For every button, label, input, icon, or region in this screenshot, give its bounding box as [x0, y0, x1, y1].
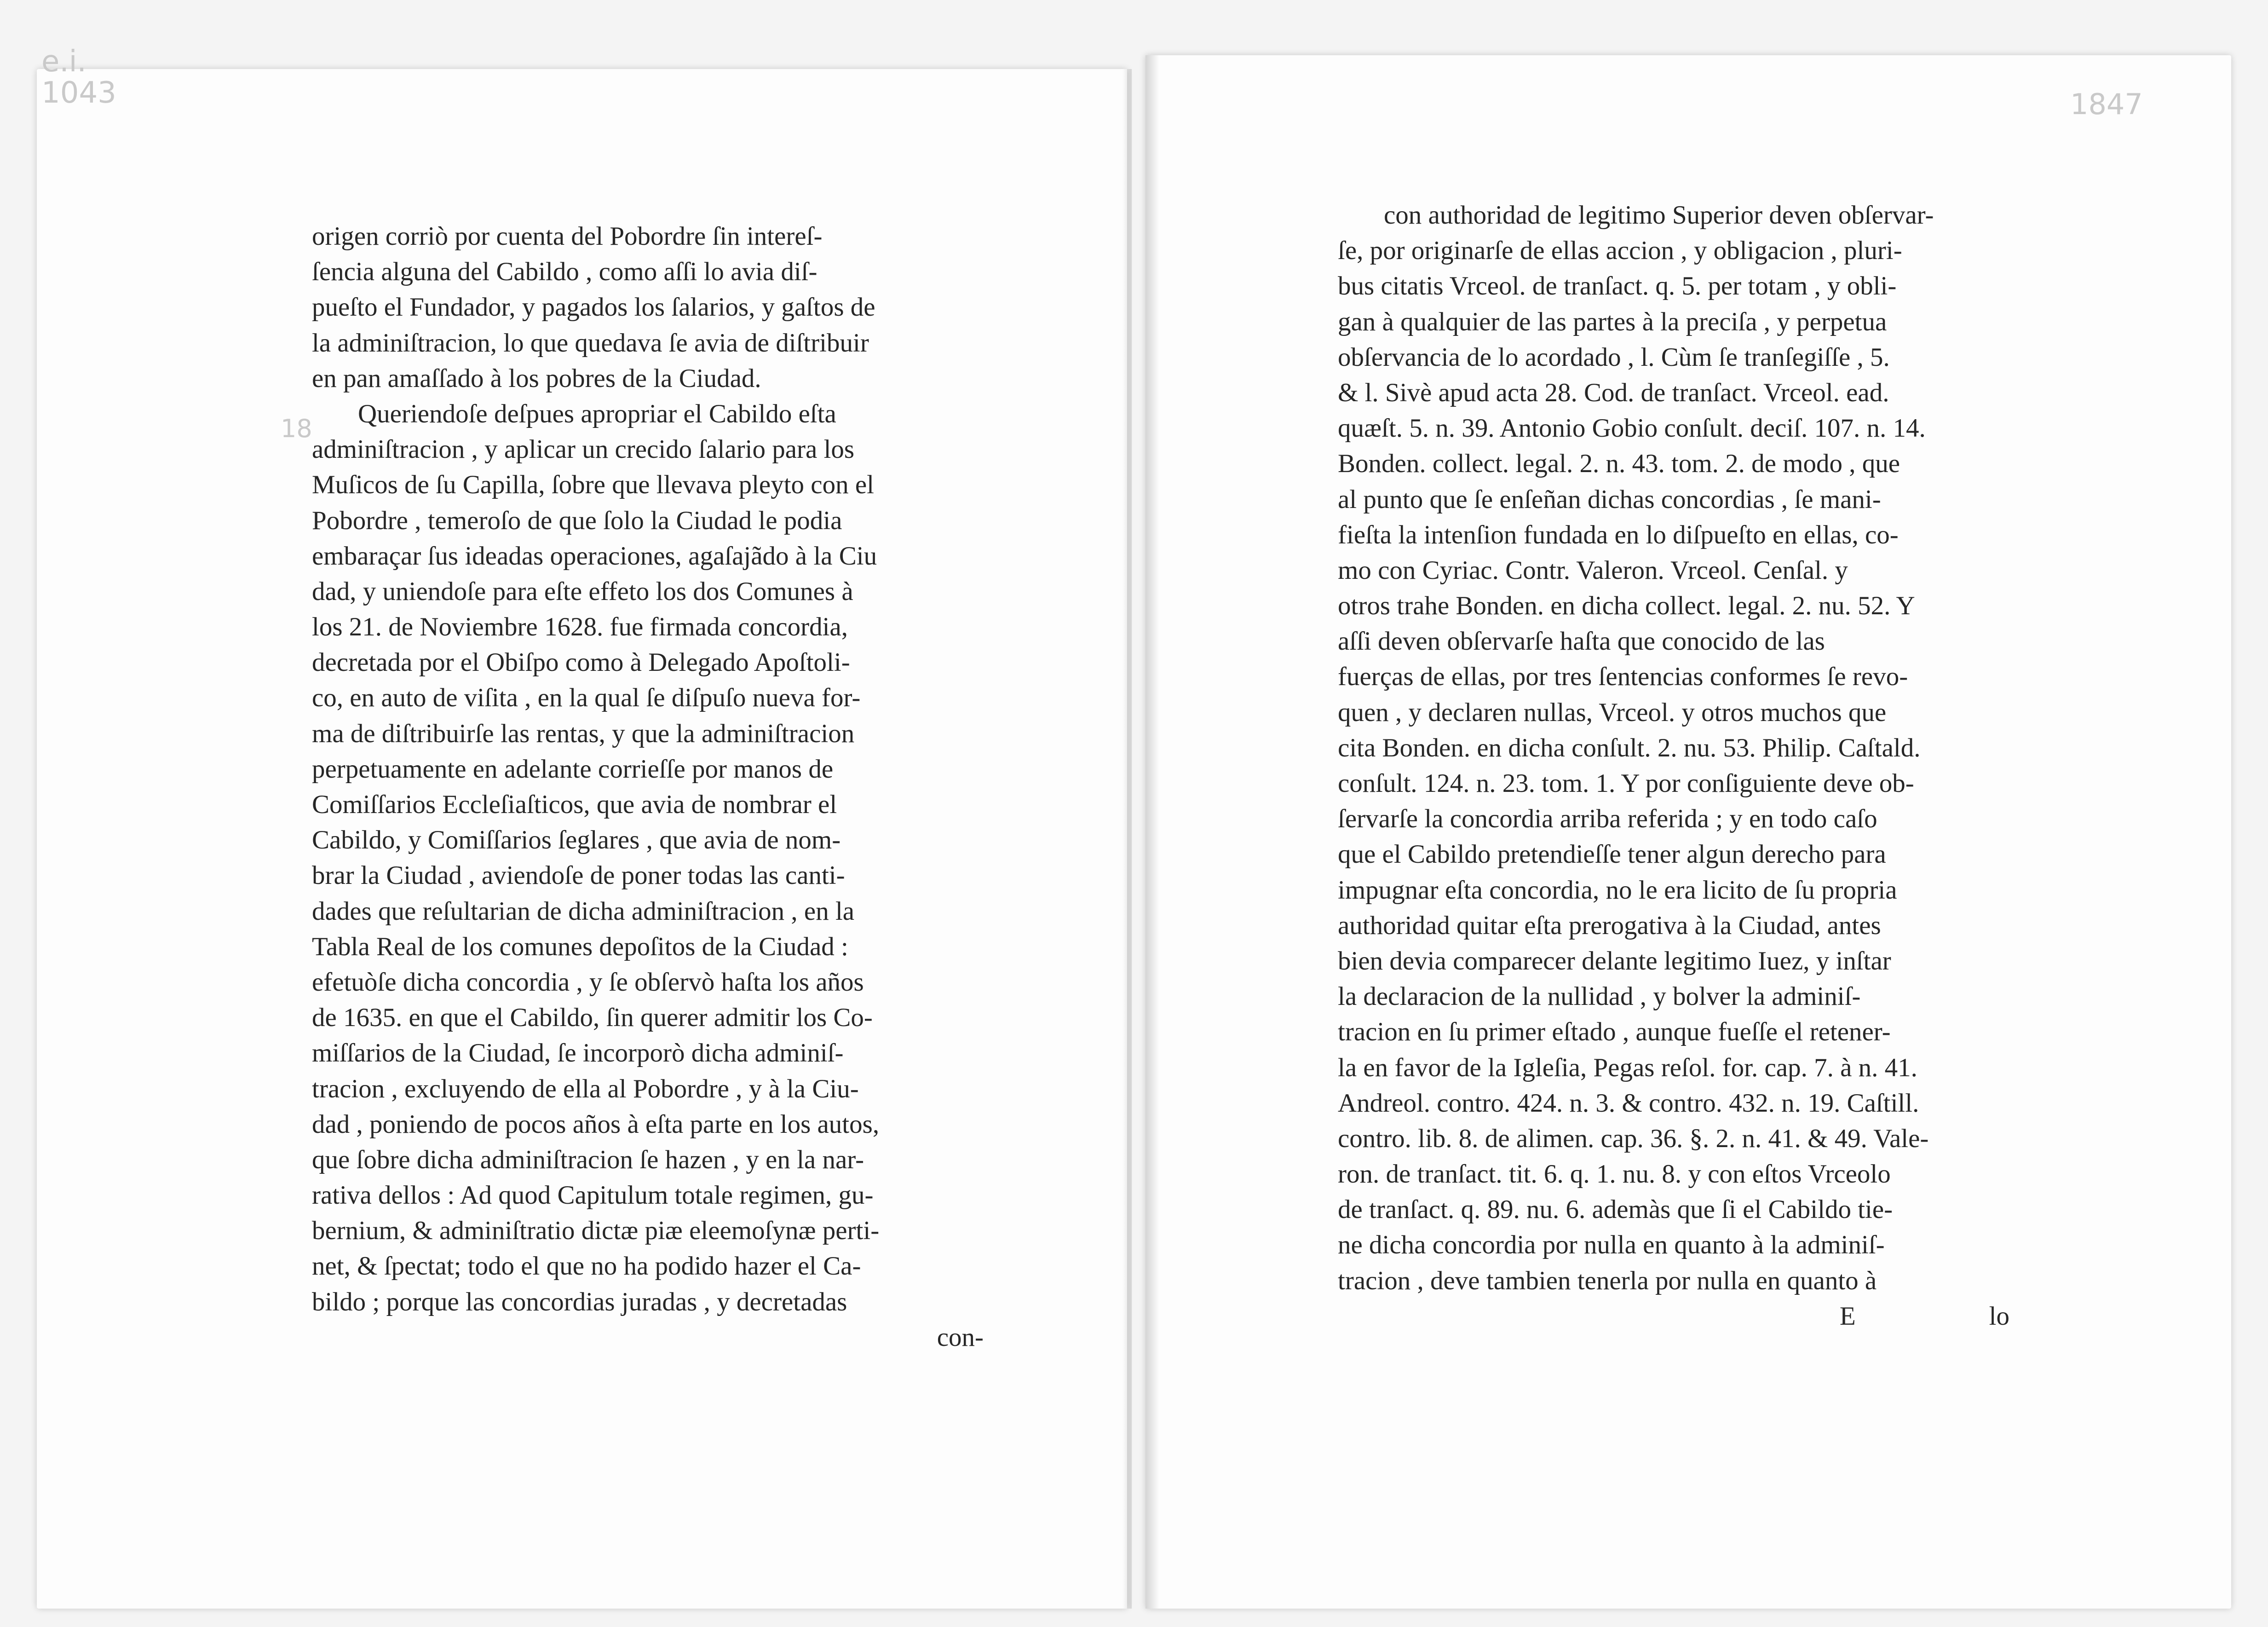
- text-line: obſervancia de lo acordado , l. Cùm ſe tranſegiſſe , 5.: [1338, 342, 1890, 372]
- text-line: ſervarſe la concordia arriba referida ; y en todo caſo: [1338, 804, 1877, 834]
- text-line: brar la Ciudad , aviendoſe de poner todas las canti-: [312, 861, 845, 890]
- right-page-text: [1338, 197, 2037, 1334]
- text-line: adminiſtracion , y aplicar un crecido ſalario para los: [312, 435, 855, 464]
- catchword: lo: [1989, 1301, 2009, 1331]
- text-line: embaraçar ſus ideadas operaciones, agaſajãdo à la Ciu: [312, 541, 877, 571]
- text-line: fuerças de ellas, por tres ſentencias conformes ſe revo-: [1338, 662, 1908, 692]
- text-line: & l. Sivè apud acta 28. Cod. de tranſact. Vrceol. ead.: [1338, 378, 1889, 407]
- text-line: mo con Cyriac. Contr. Valeron. Vrceol. Cenſal. y: [1338, 555, 1848, 585]
- text-line: efetuòſe dicha concordia , y ſe obſervò haſta los años: [312, 967, 864, 997]
- text-line: pueſto el Fundador, y pagados los ſalarios, y gaſtos de: [312, 293, 875, 322]
- text-line: Tabla Real de los comunes depoſitos de la Ciudad :: [312, 932, 848, 961]
- text-line: dades que reſultarian de dicha adminiſtracion , en la: [312, 896, 855, 926]
- right-page: [1146, 55, 2231, 1609]
- text-line: en pan amaſſado à los pobres de la Ciudad.: [312, 363, 761, 393]
- text-line: authoridad quitar eſta prerogativa à la Ciudad, antes: [1338, 911, 1881, 940]
- text-line: dad , poniendo de pocos años à eſta parte en los autos,: [312, 1109, 880, 1139]
- text-line: tracion , deve tambien tenerla por nulla en quanto à: [1338, 1266, 1877, 1295]
- text-line: Andreol. contro. 424. n. 3. & contro. 432. n. 19. Caſtill.: [1338, 1088, 1919, 1118]
- text-line: co, en auto de viſita , en la qual ſe diſpuſo nueva for-: [312, 683, 861, 713]
- text-line: los 21. de Noviembre 1628. fue firmada concordia,: [312, 612, 848, 642]
- catchword: con-: [937, 1322, 984, 1352]
- text-line: ne dicha concordia por nulla en quanto à la adminiſ-: [1338, 1230, 1885, 1260]
- text-line: tracion , excluyendo de ella al Pobordre , y à la Ciu-: [312, 1074, 859, 1103]
- text-line: con authoridad de legitimo Superior deven obſervar-: [1384, 201, 1934, 230]
- left-gutter-shadow: [1122, 69, 1132, 1609]
- text-line: cita Bonden. en dicha conſult. 2. nu. 53. Philip. Caſtald.: [1338, 733, 1921, 762]
- text-line: tracion en ſu primer eſtado , aunque fueſſe el retener-: [1338, 1017, 1891, 1047]
- text-line: decretada por el Obiſpo como à Delegado Apoſtoli-: [312, 648, 850, 677]
- text-line: bernium, & adminiſtratio dictæ piæ eleemoſynæ perti-: [312, 1216, 880, 1246]
- text-line: Cabildo, y Comiſſarios ſeglares , que avia de nom-: [312, 825, 841, 855]
- text-line: impugnar eſta concordia, no le era licito de ſu propria: [1338, 875, 1897, 905]
- text-line: de tranſact. q. 89. nu. 6. ademàs que ſi el Cabildo tie-: [1338, 1195, 1893, 1224]
- text-line: la en favor de la Igleſia, Pegas reſol. for. cap. 7. à n. 41.: [1338, 1053, 1917, 1082]
- text-line: origen corriò por cuenta del Pobordre ſin intereſ-: [312, 222, 823, 251]
- text-line: que ſobre dicha adminiſtracion ſe hazen , y en la nar-: [312, 1145, 864, 1174]
- text-line: ma de diſtribuirſe las rentas, y que la adminiſtracion: [312, 719, 855, 748]
- left-page-text: [312, 219, 1011, 1355]
- text-line: quen , y declaren nullas, Vrceol. y otros muchos que: [1338, 698, 1887, 727]
- text-line: aſſi deven obſervarſe haſta que conocido de las: [1338, 627, 1825, 656]
- text-line: Pobordre , temeroſo de que ſolo la Ciudad le podia: [312, 506, 842, 535]
- text-line: que el Cabildo pretendieſſe tener algun derecho para: [1338, 840, 1886, 869]
- right-gutter-shadow: [1146, 55, 1159, 1609]
- text-line: quæſt. 5. n. 39. Antonio Gobio conſult. deciſ. 107. n. 14.: [1338, 414, 1926, 443]
- pencil-annotation-line-1: e.i.: [41, 45, 86, 79]
- text-line: conſult. 124. n. 23. tom. 1. Y por conſiguiente deve ob-: [1338, 769, 1914, 798]
- text-line: bildo ; porque las concordias juradas , y decretadas: [312, 1287, 847, 1316]
- text-line: rativa dellos : Ad quod Capitulum totale regimen, gu-: [312, 1181, 874, 1210]
- pencil-margin-number: 18: [281, 414, 312, 443]
- text-line: Muſicos de ſu Capilla, ſobre que llevava pleyto con el: [312, 470, 874, 500]
- text-line: contro. lib. 8. de alimen. cap. 36. §. 2. n. 41. & 49. Vale-: [1338, 1124, 1929, 1153]
- text-line: ron. de tranſact. tit. 6. q. 1. nu. 8. y con eſtos Vrceolo: [1338, 1160, 1891, 1189]
- text-line: bus citatis Vrceol. de tranſact. q. 5. per totam , y obli-: [1338, 271, 1897, 301]
- text-line: miſſarios de la Ciudad, ſe incorporò dicha adminiſ-: [312, 1039, 844, 1068]
- text-line: la declaracion de la nullidad , y bolver la adminiſ-: [1338, 982, 1861, 1011]
- text-line: gan à qualquier de las partes à la preciſa , y perpetua: [1338, 307, 1887, 336]
- signature-mark: E: [1839, 1301, 1856, 1331]
- text-line: Bonden. collect. legal. 2. n. 43. tom. 2. de modo , que: [1338, 449, 1900, 479]
- pencil-annotation-top-left: [41, 46, 116, 109]
- text-line: de 1635. en que el Cabildo, ſin querer admitir los Co-: [312, 1003, 873, 1033]
- text-line: perpetuamente en adelante corrieſſe por manos de: [312, 754, 834, 784]
- text-line: otros trahe Bonden. en dicha collect. legal. 2. nu. 52. Y: [1338, 591, 1915, 621]
- text-line: ſe, por originarſe de ellas accion , y obligacion , pluri-: [1338, 236, 1902, 265]
- pencil-annotation-line-2: 1043: [41, 76, 116, 110]
- text-line: fieſta la intenſion fundada en lo diſpueſto en ellas, co-: [1338, 520, 1899, 549]
- text-line: ſencia alguna del Cabildo , como aſſi lo avia diſ-: [312, 257, 817, 287]
- pencil-annotation-top-right: 1847: [2070, 87, 2143, 121]
- text-line: al punto que ſe enſeñan dichas concordias , ſe mani-: [1338, 485, 1881, 514]
- text-line: bien devia comparecer delante legitimo Iuez, y inſtar: [1338, 946, 1891, 975]
- text-line: net, & ſpectat; todo el que no ha podido hazer el Ca-: [312, 1252, 861, 1281]
- page-footer: [1338, 1298, 2037, 1334]
- text-line: dad, y uniendoſe para eſte effeto los dos Comunes à: [312, 577, 853, 606]
- text-line: Comiſſarios Eccleſiaſticos, que avia de nombrar el: [312, 790, 837, 819]
- text-line: la adminiſtracion, lo que quedava ſe avia de diſtribuir: [312, 328, 869, 358]
- left-page: [37, 69, 1127, 1609]
- text-line: Queriendoſe deſpues apropriar el Cabildo eſta: [358, 399, 836, 428]
